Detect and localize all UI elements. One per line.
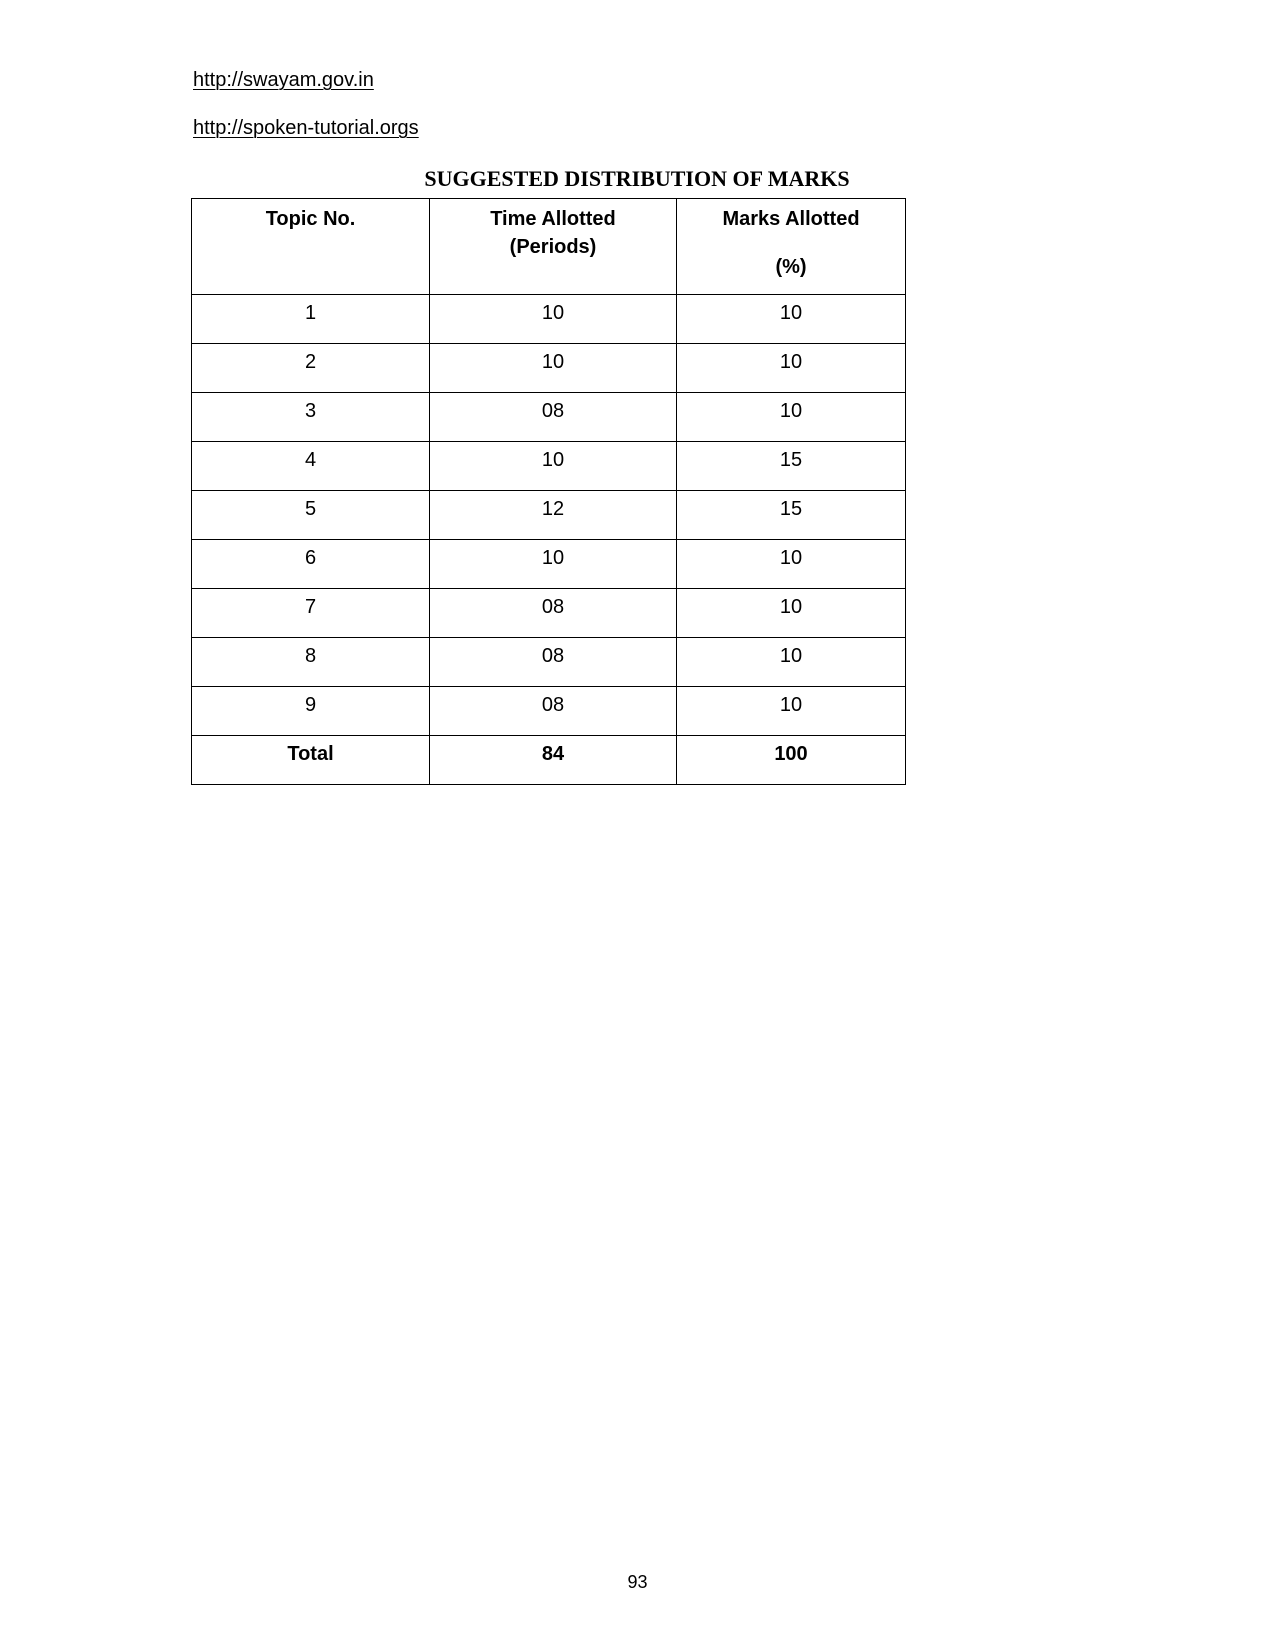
cell-topic: 5 [192,491,430,540]
cell-time: 10 [430,344,677,393]
page-number: 93 [627,1572,648,1592]
cell-time: 10 [430,442,677,491]
table-row [192,589,906,638]
table-header-row [192,199,906,295]
header-time-line1: Time Allotted [490,208,616,230]
table-total-row [192,736,906,785]
header-marks-line2: (%) [775,256,807,278]
table-row [192,491,906,540]
cell-topic: 2 [192,344,430,393]
cell-time: 12 [430,491,677,540]
table-row [192,344,906,393]
cell-marks: 15 [677,442,906,491]
table-row [192,638,906,687]
cell-time: 08 [430,589,677,638]
cell-marks: 10 [677,540,906,589]
header-topic-no: Topic No. [192,199,430,295]
cell-marks: 10 [677,638,906,687]
cell-topic: 6 [192,540,430,589]
marks-distribution-table [191,198,906,785]
cell-topic: 1 [192,295,430,344]
cell-marks: 10 [677,589,906,638]
header-marks-allotted [677,199,906,295]
cell-marks: 10 [677,295,906,344]
table-row [192,393,906,442]
swayam-link[interactable]: http://swayam.gov.in [193,69,374,91]
table-row [192,295,906,344]
cell-marks: 10 [677,687,906,736]
cell-marks: 15 [677,491,906,540]
cell-time: 08 [430,393,677,442]
cell-time: 08 [430,687,677,736]
cell-topic: 9 [192,687,430,736]
total-time: 84 [430,736,677,785]
header-marks-line1: Marks Allotted [722,208,860,230]
header-time-allotted [430,199,677,295]
cell-marks: 10 [677,393,906,442]
cell-time: 10 [430,540,677,589]
cell-topic: 4 [192,442,430,491]
cell-topic: 7 [192,589,430,638]
cell-marks: 10 [677,344,906,393]
spoken-tutorial-link[interactable]: http://spoken-tutorial.orgs [193,117,419,139]
cell-topic: 8 [192,638,430,687]
total-label: Total [192,736,430,785]
total-marks: 100 [677,736,906,785]
header-time-line2: (Periods) [509,236,597,258]
table-title: SUGGESTED DISTRIBUTION OF MARKS [424,166,850,191]
table-row [192,687,906,736]
cell-time: 10 [430,295,677,344]
table-row [192,442,906,491]
table-row [192,540,906,589]
cell-time: 08 [430,638,677,687]
cell-topic: 3 [192,393,430,442]
